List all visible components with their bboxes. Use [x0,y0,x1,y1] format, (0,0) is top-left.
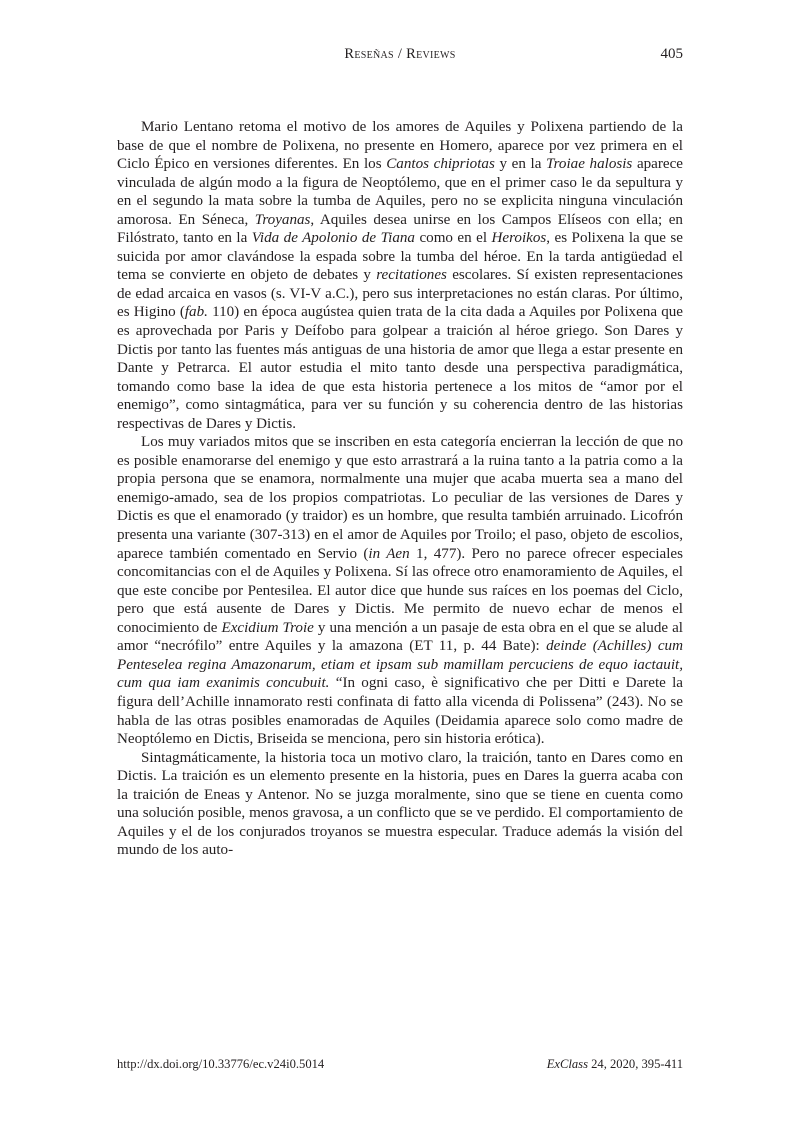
italic-run: in Aen [368,545,410,562]
text-run: escolares. Sí existen representaciones de edad arcaica en vasos (s. VI-V a.C.), pero sus interpretaciones no están claras. Por último, es Higino ( [117,267,683,321]
text-run: Mario Lentano retoma el motivo de los amores de Aquiles y Polixena partiendo de la base de que el nombre de Polixena, no presente en Homero, aparece por vez primera en el Ciclo Épico en versiones diferentes. En los [117,119,683,173]
italic-run: Troiae halosis [546,156,633,173]
text-run: y en la [494,156,547,173]
paragraph-2 [117,433,683,748]
text-run: 1, 477). Pero no parece ofrecer especiales concomitancias con el de Aquiles y Polixena. Sí las ofrece otro enamoramiento de Aquiles, el que este concibe por Pentesilea. El autor dice que hunde sus raíces en los poemas del Ciclo, pero que está ausente de Dares y Dictis. Me permito de nuevo echar de menos el conocimiento de [117,545,683,636]
italic-run: recitationes [376,267,447,284]
italic-run: Vida de Apolonio de Tiana [251,230,415,247]
italic-run: Heroikos [491,230,547,247]
citation-details: 24, 2020, 395-411 [587,1057,683,1071]
italic-run: Cantos chipriotas [386,156,495,173]
journal-citation [547,1057,683,1072]
text-run: aparece vinculada de algún modo a la figura de Neoptólemo, que en el primer caso le da sepultura y en el segundo la mata sobre la tumba de Aquiles, pero no se explicita ninguna vinculación amorosa. En Séneca, [117,156,684,228]
journal-name: ExClass [546,1057,588,1071]
text-run: Sintagmáticamente, la historia toca un motivo claro, la traición, tanto en Dares como en Dictis. La traición es un elemento presente en la historia, pues en Dares la guerra acaba con la traición de Eneas y Antenor. No se juzga moralmente, sino que se tiene en cuenta como una solución posible, menos gravosa, a un conflicto que se ve perdido. El comportamiento de Aquiles y el de los conjurados troyanos se muestra especular. Traduce además la visión del mundo de los auto- [117,749,683,859]
italic-run: deinde (Achilles) cum Penteselea regina Amazonarum, etiam et ipsam sub mamillam percuciens de equo iactauit, cum qua iam exanimis concubuit. [117,638,683,692]
paragraph-3 [117,749,683,860]
text-run: Los muy variados mitos que se inscriben en esta categoría encierran la lección de que no es posible enamorarse del enemigo y que esto arrastrará a la ruina tanto a la patria como a la propia persona que se enamora, normalmente una mujer que acaba muerta sea a mano del enemigo-amado, sea de los propios compatriotas. Lo peculiar de las versiones de Dares y Dictis es que el enamorado (y traidor) es un hombre, que resulta también arruinado. Licofrón presenta una variante (307-313) en el amor de Aquiles por Troilo; el paso, objeto de escolios, aparece también comentado en Servio ( [117,434,683,562]
doi-link[interactable]: http://dx.doi.org/10.33776/ec.v24i0.5014 [117,1057,325,1071]
running-head: Reseñas / Reviews [344,46,456,62]
page-number: 405 [660,46,683,62]
page-footer [117,1057,683,1075]
paragraph-1 [117,118,683,433]
text-run: y una mención a un pasaje de esta obra en el que se alude al amor “necrófilo” entre Aquiles y la amazona (ET 11, p. 44 Bate): [117,619,683,655]
text-run: 110) en época augústea quien trata de la cita dada a Aquiles por Polixena que es aprovechada por Paris y Deífobo para golpear a traición al héroe griego. Son Dares y Dictis por tanto las fuentes más antiguas de una historia de amor que llega a estar presente en Dante y Petrarca. El autor estudia el mito tanto desde una perspectiva paradigmática, tomando como base la idea de que esta historia pertenece a los mitos de “amor por el enemigo”, como sintagmática, para ver su función y su coherencia dentro de las historias respectivas de Dares y Dictis. [117,304,683,432]
review-body [117,118,683,860]
italic-run: Troyanas [254,211,311,228]
italic-run: fab. [184,304,208,321]
page-header [117,46,683,68]
text-run: como en el [414,230,492,247]
text-run: “In ogni caso, è significativo che per Ditti e Darete la figura dell’Achille innamorato resti confinata di fatto alla vicenda di Polissena” (243). No se habla de las otras posibles enamoradas de Aquiles (Deidamia aparece solo como madre de Neoptólemo en Dictis, Briseida se menciona, pero sin historia erótica). [117,675,683,748]
italic-run: Excidium Troie [221,619,314,636]
text-run: , es Polixena la que se suicida por amor clavándose la espada sobre la tumba del héroe. En la tarda antigüedad el tema se convierte en objeto de debates y [117,230,683,284]
text-run: , Aquiles desea unirse en los Campos Elíseos con ella; en Filóstrato, tanto en la [117,211,683,247]
